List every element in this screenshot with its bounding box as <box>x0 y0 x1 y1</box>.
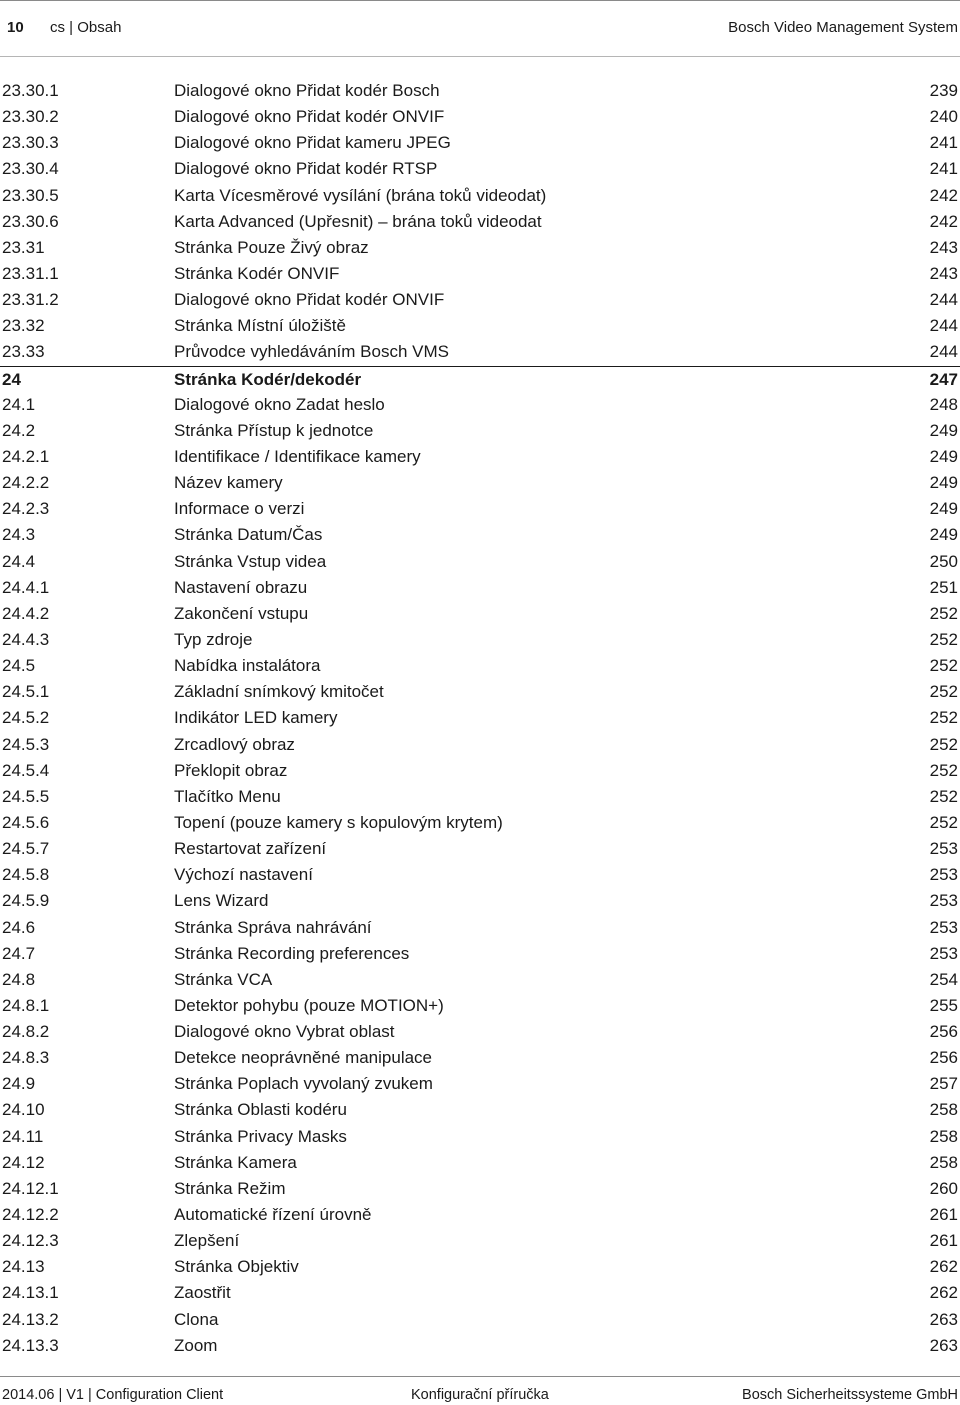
toc-section-title[interactable]: Karta Advanced (Upřesnit) – brána toků videodat <box>174 211 542 231</box>
toc-section-number: 23.30.5 <box>2 185 59 205</box>
toc-page-number: 244 <box>929 290 958 310</box>
toc-row[interactable] <box>0 1202 960 1228</box>
toc-page-number: 258 <box>929 1126 958 1146</box>
toc-section-title[interactable]: Lens Wizard <box>174 891 269 911</box>
toc-row[interactable] <box>0 549 960 575</box>
toc-section-number: 23.31.2 <box>2 290 59 310</box>
toc-row[interactable] <box>0 522 960 548</box>
toc-row[interactable] <box>0 627 960 653</box>
toc-section-title[interactable]: Stránka Kamera <box>174 1152 297 1172</box>
toc-section-title[interactable]: Dialogové okno Zadat heslo <box>174 394 385 414</box>
toc-row[interactable] <box>0 784 960 810</box>
header-top-rule <box>0 0 960 1</box>
toc-page-number: 252 <box>929 708 958 728</box>
toc-section-title[interactable]: Stránka Privacy Masks <box>174 1126 347 1146</box>
toc-row[interactable] <box>0 287 960 313</box>
toc-section-title[interactable]: Stránka Datum/Čas <box>174 525 323 545</box>
toc-section-title[interactable]: Dialogové okno Vybrat oblast <box>174 1022 395 1042</box>
toc-page-number: 253 <box>929 891 958 911</box>
page-footer <box>0 1376 960 1405</box>
toc-section-title[interactable]: Detektor pohybu (pouze MOTION+) <box>174 995 444 1015</box>
toc-section-title[interactable]: Výchozí nastavení <box>174 865 313 885</box>
toc-section-number: 24.5.3 <box>2 734 50 754</box>
toc-row[interactable] <box>0 758 960 784</box>
toc-section-title[interactable]: Stránka Objektiv <box>174 1257 299 1277</box>
toc-section-number: 24.11 <box>2 1126 44 1146</box>
toc-page-number: 252 <box>929 734 958 754</box>
toc-page-number: 263 <box>929 1335 958 1355</box>
toc-section-title[interactable]: Překlopit obraz <box>174 760 288 780</box>
toc-row[interactable] <box>0 1150 960 1176</box>
toc-section-title[interactable]: Identifikace / Identifikace kamery <box>174 446 421 466</box>
toc-page-number: 252 <box>929 682 958 702</box>
toc-section-title[interactable]: Název kamery <box>174 473 283 493</box>
toc-section-number: 24.13.1 <box>2 1283 59 1303</box>
toc-section-title[interactable]: Zaostřit <box>174 1283 231 1303</box>
toc-row[interactable] <box>0 1124 960 1150</box>
toc-section-title[interactable]: Stránka Poplach vyvolaný zvukem <box>174 1074 433 1094</box>
toc-row[interactable] <box>0 836 960 862</box>
toc-section-title[interactable]: Dialogové okno Přidat kodér Bosch <box>174 81 440 100</box>
toc-section-number: 24.12 <box>2 1152 45 1172</box>
toc-row[interactable] <box>0 967 960 993</box>
toc-section-number: 24.2.2 <box>2 473 50 493</box>
toc-page-number: 262 <box>929 1283 958 1303</box>
toc-section-title[interactable]: Nastavení obrazu <box>174 577 308 597</box>
toc-section-title[interactable]: Zakončení vstupu <box>174 603 309 623</box>
toc-row[interactable] <box>0 313 960 339</box>
toc-section-title[interactable]: Stránka Vstup videa <box>174 551 327 571</box>
toc-page-number: 248 <box>929 394 958 414</box>
toc-section-title[interactable]: Zlepšení <box>174 1231 240 1251</box>
toc-page-number: 247 <box>929 369 958 389</box>
toc-section-number: 23.30.1 <box>2 81 59 100</box>
table-of-contents <box>0 78 960 1359</box>
toc-section-number: 24.8 <box>2 969 36 989</box>
toc-page-number: 262 <box>929 1257 958 1277</box>
toc-row[interactable] <box>0 941 960 967</box>
toc-section-number: 24.5.8 <box>2 865 50 885</box>
toc-page-number: 252 <box>929 760 958 780</box>
toc-row[interactable] <box>0 601 960 627</box>
toc-page-number: 241 <box>929 133 958 153</box>
toc-section-number: 23.33 <box>2 342 45 362</box>
toc-section-number: 24.9 <box>2 1074 36 1094</box>
toc-page-number: 253 <box>929 917 958 937</box>
toc-section-number: 23.32 <box>2 316 45 336</box>
toc-section-title[interactable]: Průvodce vyhledáváním Bosch VMS <box>174 342 449 362</box>
toc-section-number: 24.8.1 <box>2 995 50 1015</box>
toc-section-number: 24.4.2 <box>2 603 50 623</box>
toc-section-number: 24.2.3 <box>2 499 50 519</box>
footer-company-name: Bosch Sicherheitssysteme GmbH <box>742 1387 958 1403</box>
header-page-number: 10 <box>7 19 24 36</box>
toc-row[interactable] <box>0 261 960 287</box>
toc-page-number: 240 <box>929 107 958 127</box>
toc-row[interactable] <box>0 679 960 705</box>
toc-row[interactable] <box>0 444 960 470</box>
toc-section-number: 24.6 <box>2 917 36 937</box>
toc-section-number: 24.5 <box>2 656 36 676</box>
toc-page-number: 249 <box>929 525 958 545</box>
toc-section-number: 24.5.6 <box>2 812 50 832</box>
toc-row[interactable] <box>0 993 960 1019</box>
toc-section-number: 24.5.7 <box>2 839 50 859</box>
toc-row[interactable] <box>0 1176 960 1202</box>
toc-page-number: 253 <box>929 943 958 963</box>
toc-row[interactable] <box>0 1280 960 1306</box>
toc-section-title[interactable]: Stránka VCA <box>174 969 273 989</box>
toc-section-title[interactable]: Stránka Správa nahrávání <box>174 917 372 937</box>
toc-page-number: 260 <box>929 1178 958 1198</box>
toc-section-number: 23.30.4 <box>2 159 59 179</box>
toc-section-number: 24.4.3 <box>2 629 50 649</box>
toc-page-number: 244 <box>929 342 958 362</box>
toc-row[interactable] <box>0 732 960 758</box>
toc-page-number: 253 <box>929 865 958 885</box>
toc-section-number: 23.30.3 <box>2 133 59 153</box>
toc-section-number: 24.1 <box>2 394 36 414</box>
toc-section-number: 24.5.1 <box>2 682 50 702</box>
footer-version-info: 2014.06 | V1 | Configuration Client <box>2 1387 224 1403</box>
toc-row[interactable] <box>0 1045 960 1071</box>
toc-section-number: 24.8.2 <box>2 1022 50 1042</box>
toc-row[interactable] <box>0 78 960 104</box>
toc-section-number: 24.12.3 <box>2 1231 59 1251</box>
toc-page-number: 242 <box>929 211 958 231</box>
toc-page-number: 252 <box>929 629 958 649</box>
toc-section-title[interactable]: Detekce neoprávněné manipulace <box>174 1048 433 1068</box>
toc-row[interactable] <box>0 209 960 235</box>
page-header <box>0 0 960 56</box>
toc-row[interactable] <box>0 339 960 365</box>
toc-page-number: 242 <box>929 185 958 205</box>
toc-section-number: 24.13.3 <box>2 1335 59 1355</box>
toc-row[interactable] <box>0 862 960 888</box>
toc-section-title[interactable]: Dialogové okno Přidat kameru JPEG <box>174 133 451 153</box>
toc-row[interactable] <box>0 104 960 130</box>
toc-page-number: 251 <box>929 577 958 597</box>
toc-section-title[interactable]: Stránka Recording preferences <box>174 943 410 963</box>
toc-section-number: 23.30.6 <box>2 211 59 231</box>
toc-page-number: 250 <box>929 551 958 571</box>
toc-row[interactable] <box>0 1071 960 1097</box>
toc-section-number: 24.12.1 <box>2 1178 59 1198</box>
toc-page-number: 249 <box>929 499 958 519</box>
toc-section-number: 24.10 <box>2 1100 45 1120</box>
toc-page-number: 263 <box>929 1309 958 1329</box>
toc-page-number: 261 <box>929 1205 958 1225</box>
toc-row[interactable] <box>0 156 960 182</box>
toc-page-number: 241 <box>929 159 958 179</box>
toc-section-number: 24.12.2 <box>2 1205 59 1225</box>
toc-section-number: 24.5.4 <box>2 760 50 780</box>
toc-row[interactable] <box>0 575 960 601</box>
toc-row[interactable] <box>0 1019 960 1045</box>
toc-section-title[interactable]: Zrcadlový obraz <box>174 734 295 754</box>
toc-section-number: 24.3 <box>2 525 36 545</box>
toc-row[interactable] <box>0 470 960 496</box>
toc-row[interactable] <box>0 1333 960 1359</box>
toc-section-title[interactable]: Stránka Kodér/dekodér <box>174 369 362 389</box>
toc-row[interactable] <box>0 1307 960 1333</box>
toc-section-title[interactable]: Základní snímkový kmitočet <box>174 682 384 702</box>
toc-row[interactable] <box>0 915 960 941</box>
toc-section-title[interactable]: Stránka Režim <box>174 1178 286 1198</box>
toc-page-number: 261 <box>929 1231 958 1251</box>
toc-page-number: 253 <box>929 839 958 859</box>
footer-rule <box>0 1376 960 1377</box>
toc-row[interactable] <box>0 235 960 261</box>
toc-section-number: 24.4 <box>2 551 36 571</box>
toc-page-number: 243 <box>929 237 958 257</box>
toc-row[interactable] <box>0 392 960 418</box>
toc-section-title[interactable]: Clona <box>174 1309 219 1329</box>
toc-row[interactable] <box>0 1228 960 1254</box>
toc-page-number: 252 <box>929 603 958 623</box>
toc-page-number: 249 <box>929 446 958 466</box>
toc-section-title[interactable]: Stránka Pouze Živý obraz <box>174 237 369 257</box>
footer-document-title: Konfigurační příručka <box>411 1387 549 1403</box>
toc-section-title[interactable]: Dialogové okno Přidat kodér ONVIF <box>174 290 445 310</box>
toc-page-number: 256 <box>929 1022 958 1042</box>
toc-section-title[interactable]: Stránka Kodér ONVIF <box>174 263 340 283</box>
toc-section-number: 23.31 <box>2 237 45 257</box>
toc-section-title[interactable]: Tlačítko Menu <box>174 786 281 806</box>
toc-section-title[interactable]: Restartovat zařízení <box>174 839 327 859</box>
toc-page-number: 252 <box>929 786 958 806</box>
toc-section-number: 24.13.2 <box>2 1309 59 1329</box>
toc-page-number: 243 <box>929 263 958 283</box>
toc-page-number: 254 <box>929 969 958 989</box>
toc-section-title[interactable]: Karta Vícesměrové vysílání (brána toků videodat) <box>174 185 547 205</box>
toc-section-title[interactable]: Typ zdroje <box>174 629 253 649</box>
toc-row[interactable] <box>0 1097 960 1123</box>
header-bottom-rule <box>0 56 960 57</box>
toc-row[interactable] <box>0 1254 960 1280</box>
toc-row[interactable] <box>0 653 960 679</box>
toc-row[interactable] <box>0 130 960 156</box>
toc-page-number: 258 <box>929 1100 958 1120</box>
toc-page-number: 239 <box>929 81 958 100</box>
toc-page-number: 252 <box>929 656 958 676</box>
toc-section-title[interactable]: Dialogové okno Přidat kodér ONVIF <box>174 107 445 127</box>
toc-section-title[interactable]: Zoom <box>174 1335 218 1355</box>
toc-page-number: 252 <box>929 812 958 832</box>
toc-row[interactable] <box>0 418 960 444</box>
toc-section-number: 24.2 <box>2 420 36 440</box>
toc-section-title[interactable]: Dialogové okno Přidat kodér RTSP <box>174 159 438 179</box>
toc-section-number: 24.2.1 <box>2 446 50 466</box>
toc-section-title[interactable]: Automatické řízení úrovně <box>174 1205 372 1225</box>
toc-row[interactable] <box>0 183 960 209</box>
toc-section-number: 24.7 <box>2 943 36 963</box>
toc-page-number: 257 <box>929 1074 958 1094</box>
toc-page-number: 258 <box>929 1152 958 1172</box>
toc-section-number: 24.5.2 <box>2 708 50 728</box>
toc-row[interactable] <box>0 810 960 836</box>
toc-section-number: 24.5.9 <box>2 891 50 911</box>
toc-page-number: 249 <box>929 473 958 493</box>
toc-row[interactable] <box>0 496 960 522</box>
toc-section-number: 24.4.1 <box>2 577 50 597</box>
toc-section-title[interactable]: Topení (pouze kamery s kopulovým krytem) <box>174 812 503 832</box>
toc-section-title[interactable]: Stránka Přístup k jednotce <box>174 420 374 440</box>
toc-page-number: 255 <box>929 995 958 1015</box>
toc-section-number: 24 <box>2 369 21 389</box>
toc-section-title[interactable]: Informace o verzi <box>174 499 305 519</box>
toc-row[interactable] <box>0 705 960 731</box>
toc-section-title[interactable]: Stránka Oblasti kodéru <box>174 1100 347 1120</box>
toc-section-title[interactable]: Nabídka instalátora <box>174 656 321 676</box>
header-chapter-label: cs | Obsah <box>50 19 122 36</box>
toc-section-number: 24.8.3 <box>2 1048 50 1068</box>
toc-chapter-row[interactable] <box>0 366 960 392</box>
header-product-name: Bosch Video Management System <box>728 19 958 36</box>
toc-row[interactable] <box>0 888 960 914</box>
toc-page-number: 249 <box>929 420 958 440</box>
toc-section-number: 24.5.5 <box>2 786 50 806</box>
toc-section-title[interactable]: Stránka Místní úložiště <box>174 316 346 336</box>
toc-section-number: 24.13 <box>2 1257 45 1277</box>
toc-section-title[interactable]: Indikátor LED kamery <box>174 708 338 728</box>
toc-page-number: 244 <box>929 316 958 336</box>
toc-page-number: 256 <box>929 1048 958 1068</box>
toc-section-number: 23.31.1 <box>2 263 59 283</box>
toc-section-number: 23.30.2 <box>2 107 59 127</box>
